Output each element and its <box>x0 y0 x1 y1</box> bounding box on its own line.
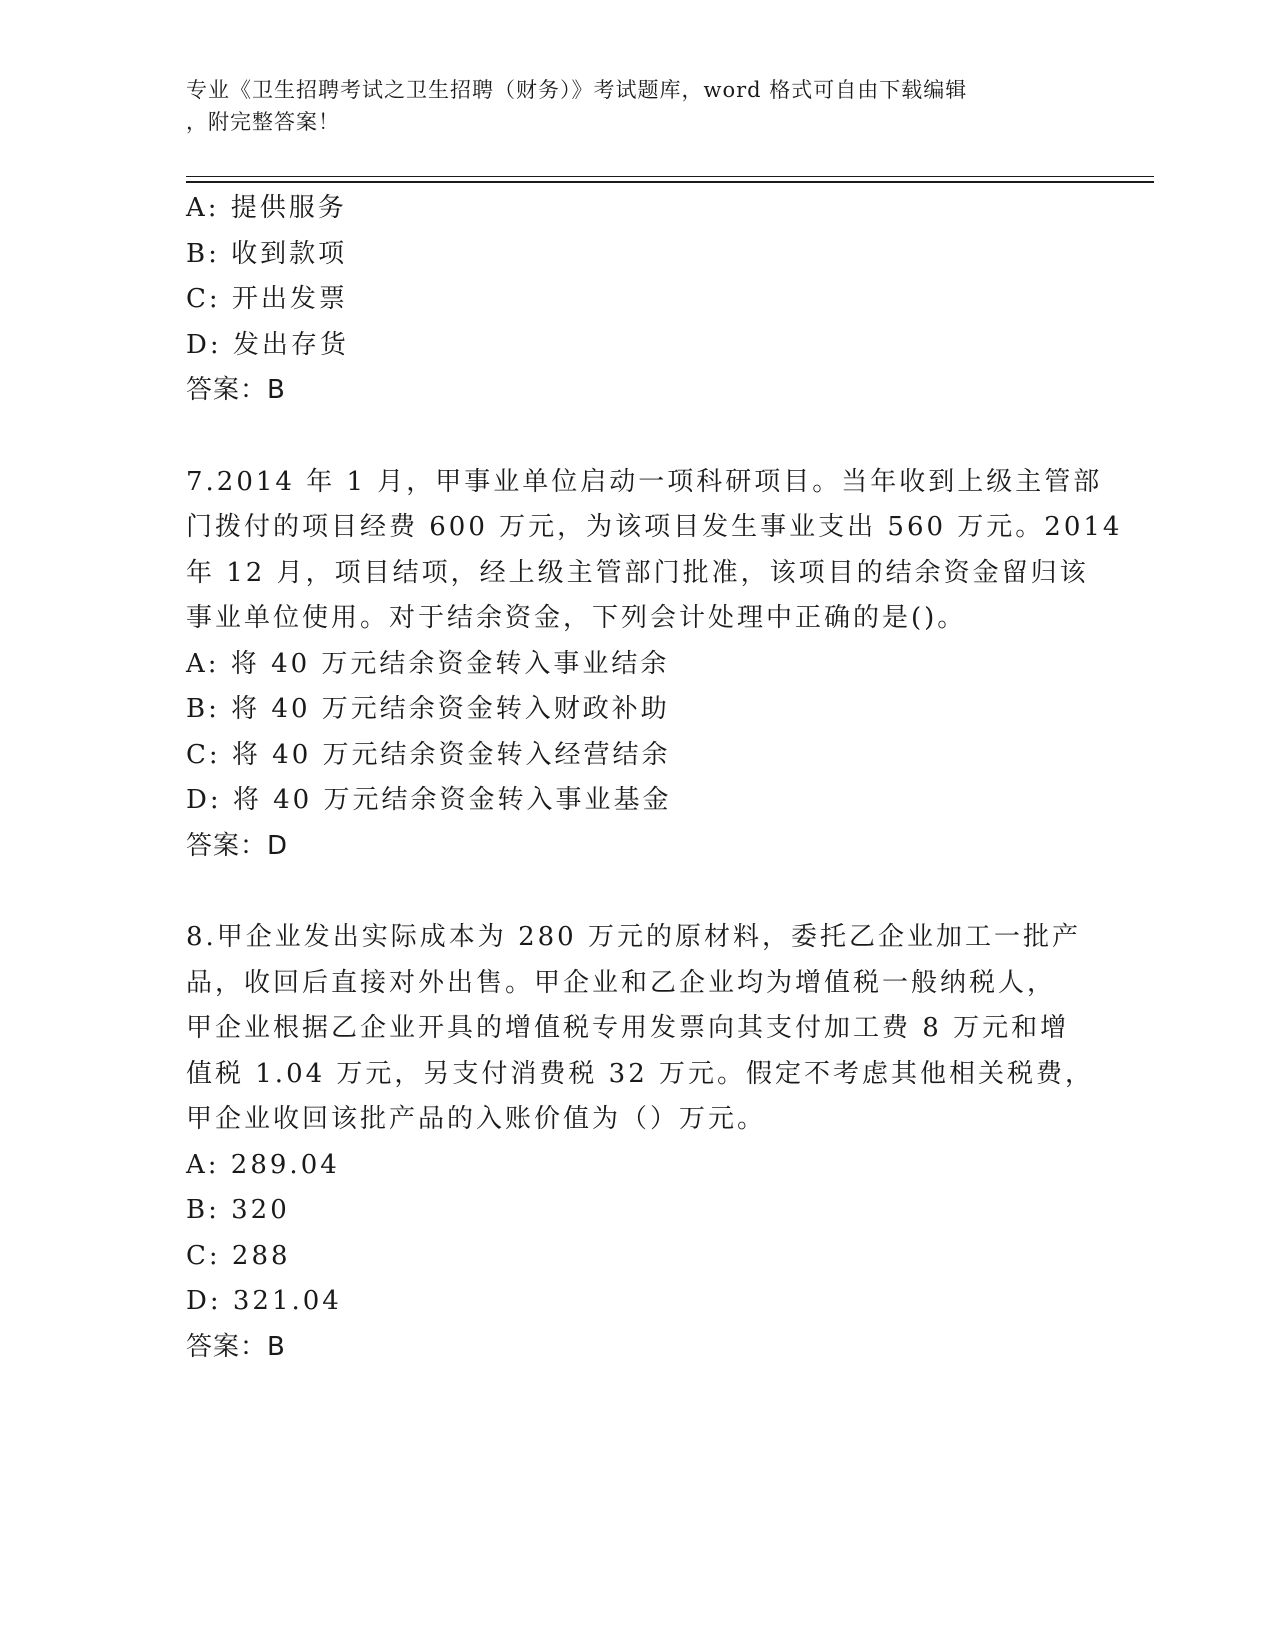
question-line: 事业单位使用。对于结余资金，下列会计处理中正确的是()。 <box>186 603 967 633</box>
option-b: B: 将 40 万元结余资金转入财政补助 <box>186 694 670 724</box>
question-line: 值税 1.04 万元，另支付消费税 32 万元。假定不考虑其他相关税费， <box>186 1058 1095 1089</box>
question-text <box>186 460 1123 642</box>
question-6-options <box>186 186 1086 414</box>
question-7 <box>186 460 1123 870</box>
option-c: C: 将 40 万元结余资金转入经营结余 <box>186 739 671 770</box>
document-header <box>186 74 1066 138</box>
question-8 <box>186 915 1095 1370</box>
document-body <box>186 186 1123 1370</box>
answer-value: B <box>267 375 286 405</box>
answer-label: 答案： <box>186 1331 268 1362</box>
question-line: 年 12 月，项目结项，经上级主管部门批准，该项目的结余资金留归该 <box>186 557 1089 588</box>
option-c: C: 开出发票 <box>186 284 348 314</box>
answer-line <box>186 1325 1086 1371</box>
answer-label: 答案： <box>186 375 268 405</box>
header-divider-thin <box>186 176 1154 177</box>
question-line: 甲企业收回该批产品的入账价值为（）万元。 <box>186 1104 767 1134</box>
question-line: 品，收回后直接对外出售。甲企业和乙企业均为增值税一般纳税人， <box>186 967 1057 998</box>
option-d: D: 发出存货 <box>186 329 349 360</box>
question-line: 门拨付的项目经费 600 万元，为该项目发生事业支出 560 万元。2014 <box>186 512 1123 542</box>
answer-label: 答案： <box>186 830 268 861</box>
option-a: A: 提供服务 <box>186 193 347 223</box>
option-b: B: 320 <box>186 1195 290 1225</box>
header-line-1: 专业《卫生招聘考试之卫生招聘（财务）》考试题库，word 格式可自由下载编辑 <box>186 78 968 102</box>
option-a: A: 将 40 万元结余资金转入事业结余 <box>186 648 670 679</box>
option-b: B: 收到款项 <box>186 238 348 269</box>
option-c: C: 288 <box>186 1240 291 1271</box>
answer-value: D <box>267 830 289 861</box>
header-divider-thick <box>186 181 1154 183</box>
question-line: 甲企业根据乙企业开具的增值税专用发票向其支付加工费 8 万元和增 <box>186 1013 1070 1043</box>
answer-line <box>186 824 1086 870</box>
answer-value: B <box>267 1331 286 1362</box>
question-line: 8.甲企业发出实际成本为 280 万元的原材料，委托乙企业加工一批产 <box>186 922 1081 952</box>
option-d: D: 将 40 万元结余资金转入事业基金 <box>186 785 672 815</box>
option-d: D: 321.04 <box>186 1286 342 1316</box>
question-text <box>186 915 1095 1143</box>
question-line: 7.2014 年 1 月，甲事业单位启动一项科研项目。当年收到上级主管部 <box>186 466 1103 497</box>
header-line-2: ，附完整答案！ <box>186 110 340 134</box>
answer-line <box>186 368 1086 414</box>
option-a: A: 289.04 <box>186 1149 340 1180</box>
